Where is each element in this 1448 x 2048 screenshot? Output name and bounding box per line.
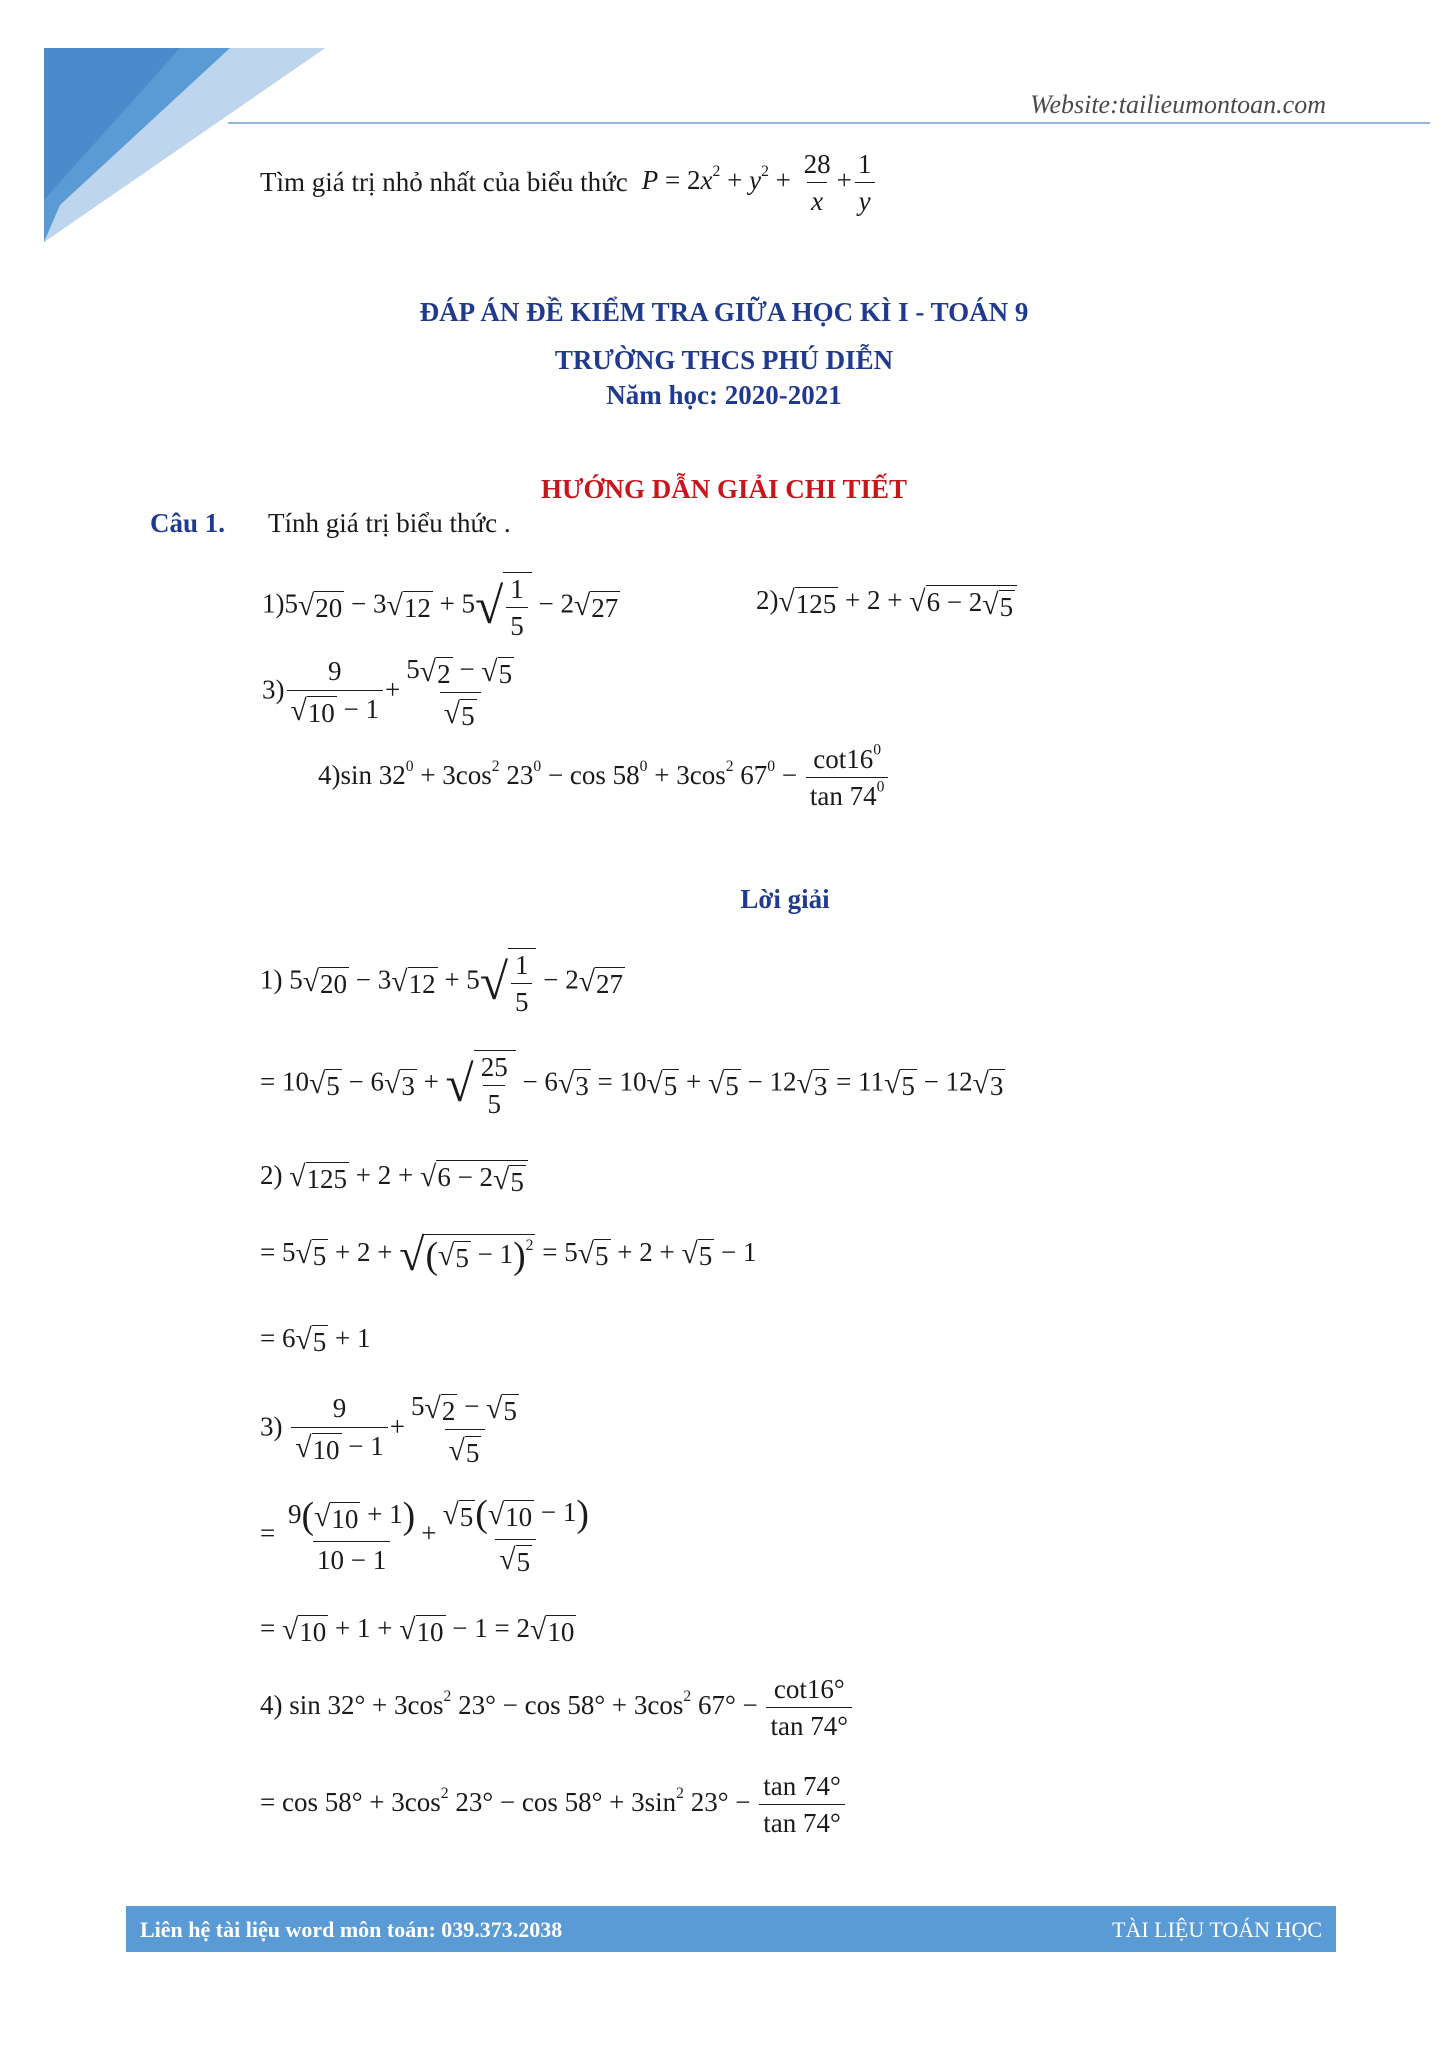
school-year: Năm học: 2020-2021 — [606, 380, 842, 410]
solution-3-line-1: 3) $\frac{9}{√10 - 1}$ + $\frac{5√2 - √5}{√5}$ — [260, 1391, 517, 1468]
footer-contact: Liên hệ tài liệu word môn toán: 039.373.2038 — [140, 1917, 563, 1942]
problem-expression: $P = 2x^2 + y^2$ + $\frac{28}{x}$ + $\frac{1}{y}$ — [642, 150, 878, 216]
footer-brand: TÀI LIỆU TOÁN HỌC — [1112, 1917, 1322, 1942]
footer-bar — [126, 1906, 1336, 1952]
solution-3-line-2: = $\frac{9(√10 + 1)}{10 - 1}$ + $\frac{√5(√10 - 1)}{√5}$ — [260, 1493, 589, 1578]
website-label: Website:tailieumontoan.com — [1030, 90, 1326, 119]
solution-4-line-2: = $\cos 58^\circ + 3\cos^2$ $23^\circ - \cos 58^\circ + 3\sin^2$ 23° − $\frac{\tan 74^\circ}{\tan 74^\circ}$ — [260, 1772, 847, 1838]
task-2: 2)√125 + 2 + √6 − 2√5 — [756, 585, 1017, 621]
problem-intro: Tìm giá trị nhỏ nhất của biểu thức — [260, 167, 628, 198]
solution-heading: Lời giải — [740, 884, 830, 914]
guide-heading: HƯỚNG DẪN GIẢI CHI TIẾT — [540, 474, 908, 504]
solution-4-line-1: 4) $\sin 32^\circ + 3\cos^2$ $23^\circ - \cos 58^\circ + 3\cos^2$ 67° − $\frac{\cot 16^\circ}{\tan 74^\circ}$ — [260, 1675, 854, 1741]
solution-1-line-1: 1) 5√20 − 3√12 + 5√ $\frac{1}{5}$ − 2√27 — [260, 950, 623, 1018]
task-3: 3) $\frac{9}{√10 - 1}$ + $\frac{5√2 - √5}{√5}$ — [262, 654, 513, 731]
solution-2-line-2: = $5√5 + 2 + √(√5 - 1)^2 = 5√5 + 2 + √5 - 1$ — [260, 1229, 757, 1280]
question-label: Câu 1. — [150, 508, 226, 538]
header-rule — [228, 122, 1430, 124]
solution-2-line-1: 2) √125 + 2 + √6 − 2√5 — [260, 1160, 528, 1196]
solution-3-line-3: = √10 + 1 + √10 − 1 = 2√10 — [260, 1613, 575, 1648]
task-4: 4)sin $32^0 + 3\cos^2$ $23^0 - \cos 58^0 + 3\cos^2$ $67^0$ − $\frac{\cot 16^0}{\tan 74^0}$ — [318, 745, 890, 811]
task-1: 1)5√20 − 3√12 + 5√ $\frac{1}{5}$ − 2√27 — [262, 574, 619, 642]
school-title: TRƯỜNG THCS PHÚ DIỄN — [554, 345, 894, 375]
problem-statement — [260, 150, 877, 216]
answer-title: ĐÁP ÁN ĐỀ KIỂM TRA GIỮA HỌC KÌ I - TOÁN 9 — [419, 297, 1029, 327]
solution-1-line-2: = 10√5 − 6√3 + √ $\frac{25}{5}$ − 6√3 = 10√5 + √5 − 12√3 = 11√5 − 12√3 — [260, 1052, 1004, 1120]
question-text: Tính giá trị biểu thức . — [268, 508, 511, 538]
solution-2-line-3: = 6√5 + 1 — [260, 1323, 371, 1358]
